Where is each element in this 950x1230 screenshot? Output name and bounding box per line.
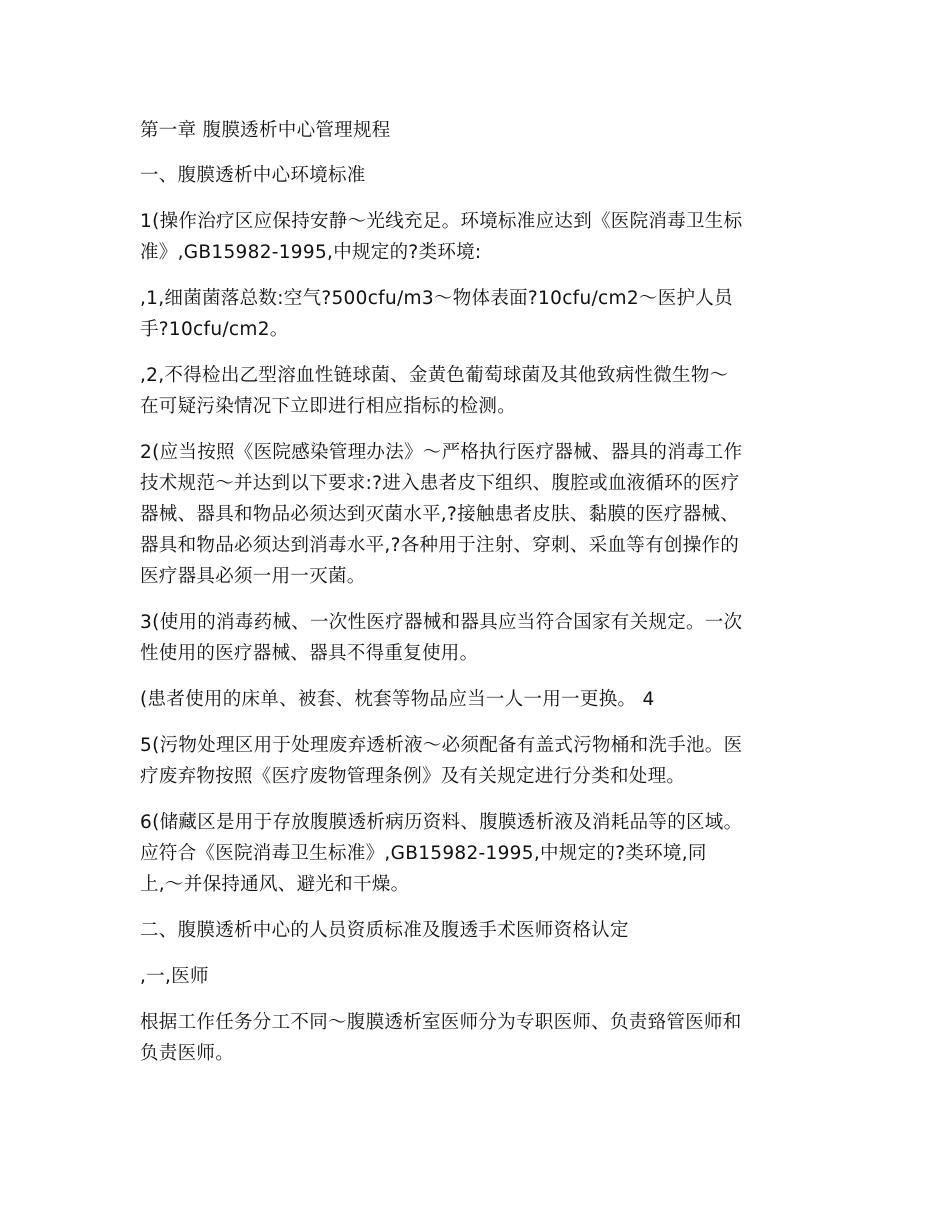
document-page <box>140 115 812 1084</box>
subsection-heading-physicians: ,一,医师 <box>140 966 209 987</box>
paragraph-item-1-sub-1: ,1,细菌菌落总数:空气?500cfu/m3～物体表面?10cfu/cm2～医护人员 手?10cfu/cm2。 <box>140 288 733 340</box>
section-heading-personnel: 二、腹膜透析中心的人员资质标准及腹透手术医师资格认定 <box>140 920 629 941</box>
chapter-title: 第一章 腹膜透析中心管理规程 <box>140 120 391 141</box>
paragraph-item-6: 6(储藏区是用于存放腹膜透析病历资料、腹膜透析液及消耗品等的区域。 应符合《医院消毒卫生标准》,GB15982-1995,中规定的?类环境,同 上,～并保持通风、避光和干燥。 <box>140 812 743 895</box>
section-heading-environment: 一、腹膜透析中心环境标准 <box>140 165 366 186</box>
paragraph-item-4: (患者使用的床单、被套、枕套等物品应当一人一用一更换。 4 <box>140 689 655 710</box>
paragraph-item-2: 2(应当按照《医院感染管理办法》～严格执行医疗器械、器具的消毒工作 技术规范～并达到以下要求:?进入患者皮下组织、腹腔或血液循环的医疗 器械、器具和物品必须达到灭菌水平,?接触患者皮肤、黏膜的医疗器械、 器具和物品必须达到消毒水平,?各种用于注射、穿刺、采血等有创操作的 医疗器具必须一用一灭菌。 <box>140 442 743 587</box>
paragraph-item-5: 5(污物处理区用于处理废弃透析液～必须配备有盖式污物桶和洗手池。医 疗废弃物按照《医疗废物管理条例》及有关规定进行分类和处理。 <box>140 735 743 787</box>
paragraph-physicians: 根据工作任务分工不同～腹膜透析室医师分为专职医师、负责臵管医师和 负责医师。 <box>140 1012 742 1064</box>
paragraph-item-1: 1(操作治疗区应保持安静～光线充足。环境标准应达到《医院消毒卫生标 准》,GB15982-1995,中规定的?类环境: <box>140 211 743 263</box>
paragraph-item-3: 3(使用的消毒药械、一次性医疗器械和器具应当符合国家有关规定。一次 性使用的医疗器械、器具不得重复使用。 <box>140 612 743 664</box>
paragraph-item-1-sub-2: ,2,不得检出乙型溶血性链球菌、金黄色葡萄球菌及其他致病性微生物～ 在可疑污染情况下立即进行相应指标的检测。 <box>140 365 729 417</box>
